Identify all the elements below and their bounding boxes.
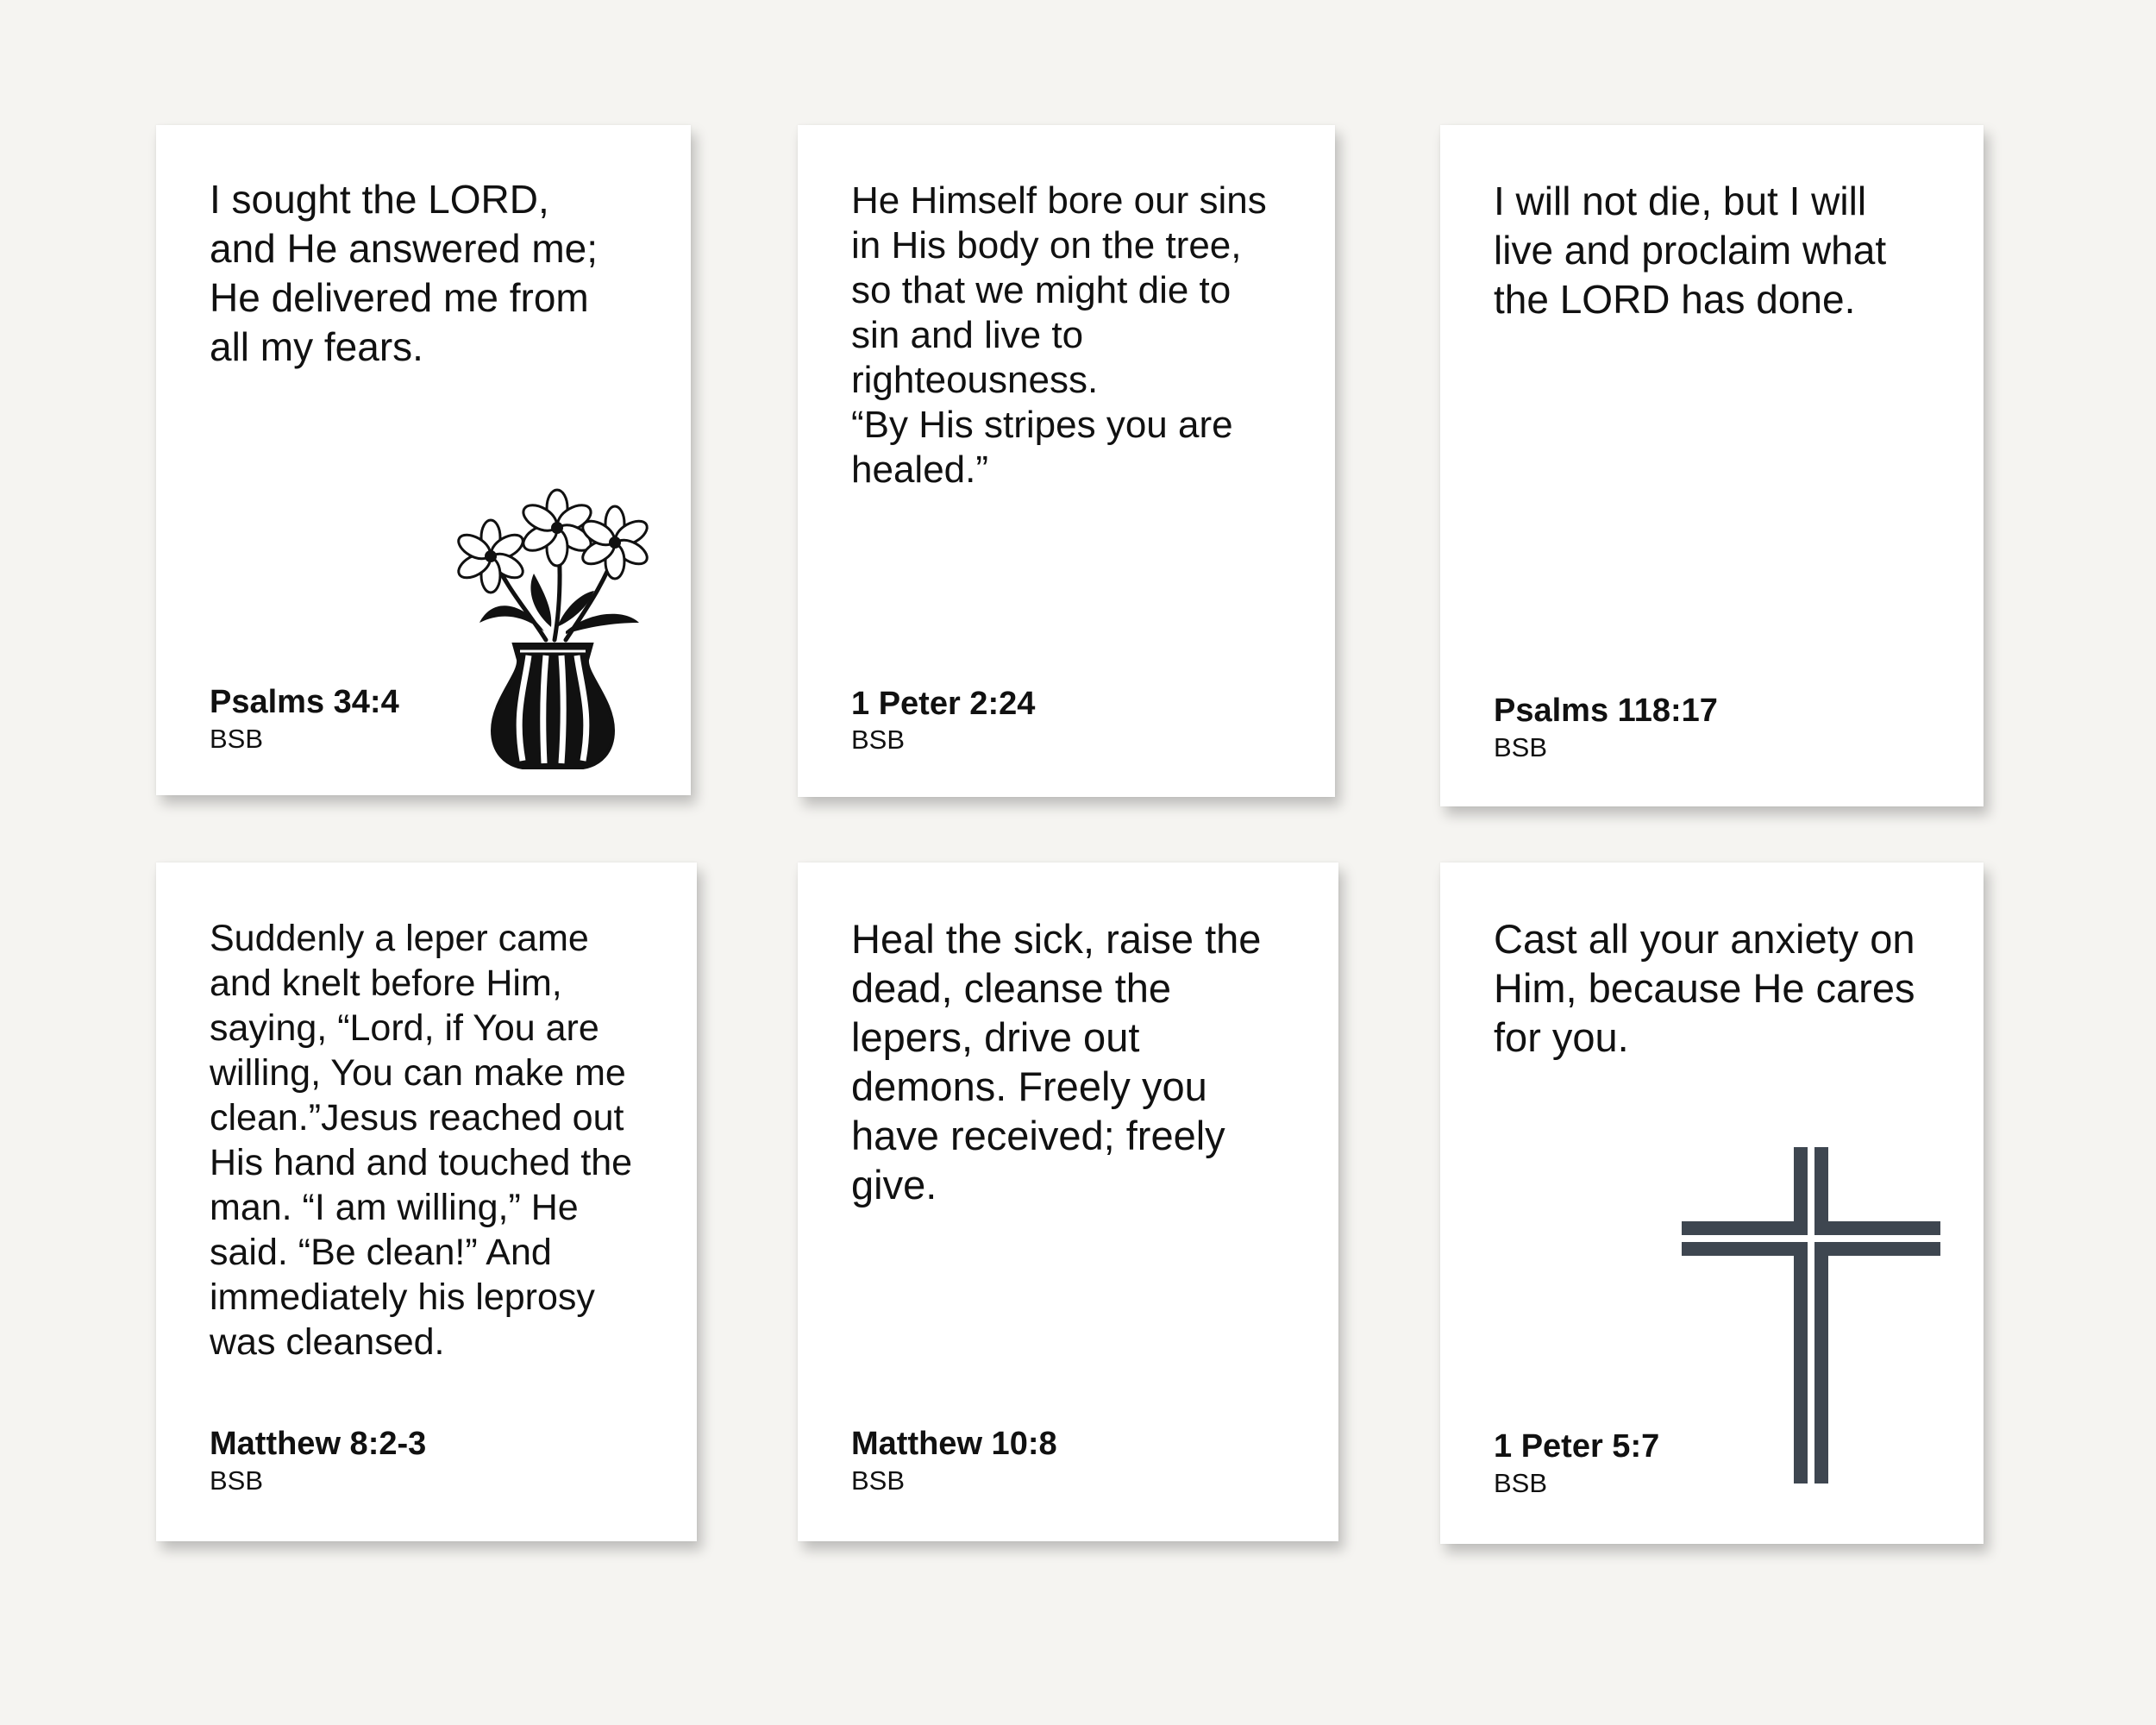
verse-card-psalms-118-17 <box>1440 125 1984 806</box>
cross-icon <box>1682 1147 1940 1484</box>
verse-reference: 1 Peter 2:24 <box>851 686 1036 722</box>
verse-card-1-peter-5-7 <box>1440 862 1984 1544</box>
bible-version: BSB <box>1494 732 1548 762</box>
bible-version: BSB <box>851 724 906 755</box>
verse-reference: Matthew 8:2-3 <box>210 1426 427 1462</box>
bible-version: BSB <box>210 724 264 754</box>
bible-version: BSB <box>1494 1468 1548 1498</box>
verse-text: Suddenly a leper came and knelt before Him, saying, “Lord, if You are willing, You can make me clean.”Jesus reached out His hand and touched the man. “I am willing,” He said. “Be clean!” And immediately his leprosy was cleansed. <box>210 918 633 1363</box>
verse-reference: Matthew 10:8 <box>851 1426 1057 1462</box>
verse-card-psalms-34-4 <box>156 125 691 795</box>
verse-reference: Psalms 34:4 <box>210 684 399 720</box>
verse-text: Heal the sick, raise the dead, cleanse the lepers, drive out demons. Freely you have received; freely give. <box>851 916 1262 1208</box>
verse-text: I sought the LORD, and He answered me; He delivered me from all my fears. <box>210 177 599 369</box>
bible-version: BSB <box>210 1465 264 1496</box>
verse-reference: Psalms 118:17 <box>1494 693 1718 729</box>
flower-vase-icon <box>441 480 665 769</box>
verse-card-1-peter-2-24 <box>798 125 1335 797</box>
verse-text: Cast all your anxiety on Him, because He cares for you. <box>1494 916 1915 1060</box>
verse-text: I will not die, but I will live and proclaim what the LORD has done. <box>1494 179 1887 322</box>
verse-reference: 1 Peter 5:7 <box>1494 1428 1660 1465</box>
verse-card-matthew-10-8 <box>798 862 1338 1541</box>
bible-version: BSB <box>851 1465 906 1496</box>
verse-text: He Himself bore our sins in His body on the tree, so that we might die to sin and live to righteousness. “By His stripes you are healed.” <box>851 179 1267 491</box>
verse-card-matthew-8-2-3 <box>156 862 697 1541</box>
